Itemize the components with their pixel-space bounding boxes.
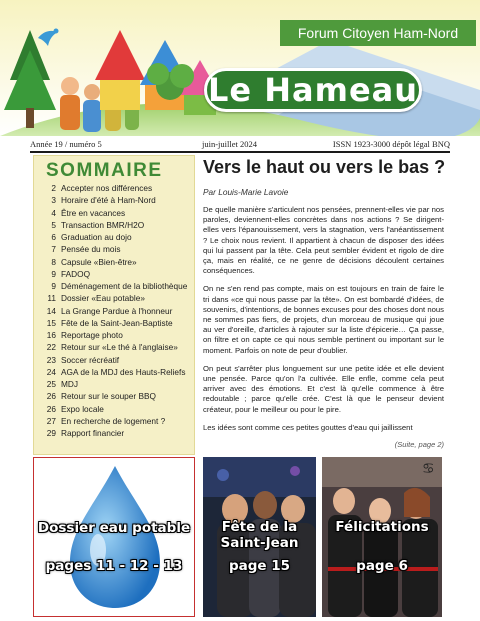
- issue-info-bar: [30, 139, 450, 151]
- panel-felicitations-page: page 6: [356, 558, 408, 574]
- toc-item[interactable]: [40, 194, 192, 206]
- article-paragraph: Les idées sont comme ces petites gouttes d'eau qui jaillissent: [203, 422, 413, 432]
- panel-eau-title: Dossier eau potable: [37, 520, 191, 536]
- toc-label: Expo locale: [61, 403, 104, 414]
- toc-item[interactable]: [40, 219, 192, 231]
- toc-label: Rapport financier: [61, 428, 125, 438]
- toc-label: Accepter nos différences: [61, 183, 153, 193]
- toc-item[interactable]: [40, 378, 192, 390]
- toc-item[interactable]: [40, 341, 192, 353]
- toc-item[interactable]: [40, 268, 192, 280]
- toc-page-number: 14: [46, 305, 56, 316]
- toc-page-number: 6: [51, 232, 56, 242]
- masthead: [0, 0, 480, 136]
- toc-page-number: 8: [51, 256, 56, 267]
- toc-item[interactable]: [40, 329, 192, 341]
- article-title: Vers le haut ou vers le bas ?: [203, 157, 446, 177]
- toc-item[interactable]: [40, 305, 192, 317]
- toc-label: Reportage photo: [61, 330, 123, 340]
- toc-page-number: 9: [51, 281, 56, 291]
- continued-note: (Suite, page 2): [394, 440, 444, 449]
- toc-page-number: 9: [51, 268, 56, 279]
- panel-eau-pages: pages 11 - 12 - 13: [45, 558, 183, 574]
- header-divider: [30, 151, 450, 153]
- toc-label: Capsule «Bien-être»: [61, 256, 137, 267]
- toc-label: Être en vacances: [61, 207, 126, 218]
- forum-banner: Forum Citoyen Ham-Nord: [280, 20, 476, 46]
- issue-number: Année 19 / numéro 5: [30, 139, 102, 149]
- toc-item[interactable]: [40, 243, 192, 255]
- toc-item[interactable]: [40, 280, 192, 292]
- toc-item[interactable]: [40, 256, 192, 268]
- toc-label: Dossier «Eau potable»: [61, 293, 145, 304]
- toc-label: Fête de la Saint-Jean-Baptiste: [61, 317, 173, 328]
- felicitations-photo: [322, 457, 442, 617]
- toc-item[interactable]: [40, 403, 192, 415]
- toc-item[interactable]: [40, 317, 192, 329]
- panel-fete-page: page 15: [228, 558, 291, 574]
- toc-item[interactable]: [40, 354, 192, 366]
- toc-label: Déménagement de la bibliothèque: [61, 281, 188, 291]
- toc-item[interactable]: [40, 415, 192, 427]
- toc-label: MDJ: [61, 379, 79, 389]
- panel-fete-title-2: Saint-Jean: [220, 535, 299, 551]
- toc-item[interactable]: [40, 427, 192, 439]
- toc-page-number: 26: [46, 403, 56, 414]
- toc-page-number: 23: [46, 354, 56, 365]
- water-drop-icon: [34, 458, 195, 617]
- toc-label: FADOQ: [61, 268, 91, 279]
- panel-felicitations-title: Félicitations: [335, 519, 429, 535]
- panel-felicitations[interactable]: [322, 457, 442, 617]
- toc-page-number: 22: [46, 342, 56, 353]
- lead-article: [203, 157, 446, 449]
- toc-page-number: 29: [46, 428, 56, 438]
- toc-page-number: 25: [46, 379, 56, 389]
- toc-page-number: 3: [51, 195, 56, 206]
- toc-list: [40, 182, 192, 439]
- toc-label: AGA de la MDJ des Hauts-Reliefs: [61, 366, 186, 377]
- toc-item[interactable]: [40, 292, 192, 304]
- toc-label: Retour sur le souper BBQ: [61, 391, 156, 402]
- toc-label: La Grange Pardue à l'honneur: [61, 305, 173, 316]
- toc-label: Graduation au dojo: [61, 232, 132, 242]
- newsletter-title: Le Hameau: [204, 68, 422, 112]
- toc-item[interactable]: [40, 182, 192, 194]
- toc-page-number: 27: [46, 415, 56, 426]
- svg-text:♋: ♋: [422, 461, 435, 477]
- table-of-contents: [33, 155, 195, 455]
- toc-page-number: 7: [51, 244, 56, 255]
- toc-label: Horaire d'été à Ham-Nord: [61, 195, 156, 206]
- issue-date: juin-juillet 2024: [202, 139, 258, 149]
- toc-item[interactable]: [40, 207, 192, 219]
- toc-item[interactable]: [40, 390, 192, 402]
- toc-label: Transaction BMR/H2O: [61, 219, 145, 230]
- toc-page-number: 26: [46, 391, 56, 402]
- toc-item[interactable]: [40, 231, 192, 243]
- panel-eau-potable[interactable]: [33, 457, 195, 617]
- article-paragraph: De quelle manière s'articulent nos pensées, prennent-elles vie par nos paroles, deviennent-elles concrètes dans nos actions ? Se dirigent-elles vers l'épanouissement, vers la stagnation, vers l'anéantissement ? Le choix nous revient. Il appartient à chacun de disposer des idées qui lui passent par la tête. Cela peut sembler évident et rigolo de dire ça, mais en réalité, ce ne genre de décisions découlent certaines conséquences.: [203, 205, 444, 276]
- panel-fete-title-1: Fête de la: [221, 519, 298, 535]
- toc-item[interactable]: [40, 366, 192, 378]
- panel-fete-saint-jean[interactable]: [203, 457, 316, 617]
- toc-page-number: 24: [46, 366, 56, 377]
- toc-page-number: 15: [46, 317, 56, 328]
- toc-label: En recherche de logement ?: [61, 415, 166, 426]
- article-byline: Par Louis-Marie Lavoie: [203, 187, 289, 197]
- article-paragraph: On peut s'arrêter plus longuement sur une petite idée et elle devient une pensée. Parce qu'on l'a cultivée. Elle enfle, comme cela peut arriver avec des émotions. Et c'est là qu'elle commence à être redoutable ; parce qu'elle crée. C'est là que le penseur devient créateur, pour le meilleur ou pour le pire.: [203, 363, 444, 414]
- issn-info: ISSN 1923-3000 dépôt légal BNQ: [332, 139, 450, 149]
- toc-label: Soccer récréatif: [61, 354, 120, 365]
- toc-label: Pensée du mois: [61, 244, 121, 255]
- toc-page-number: 5: [51, 219, 56, 230]
- toc-page-number: 16: [46, 330, 56, 340]
- toc-page-number: 4: [51, 207, 56, 218]
- toc-label: Retour sur «Le thé à l'anglaise»: [61, 342, 178, 353]
- article-paragraph: On ne s'en rend pas compte, mais on est toujours en train de faire le tri dans «ce qui nous passe par la tête». On est bombardé d'idées, de souvenirs, d'intentions, de bonnes excuses pour des choses dont nous ne sommes pas fiers, de projets, d'un morceau de musique qui joue au ver d'oreille, d'articles à rajouter sur la liste d'épicerie… Ça passe, on filtre et on capte ce qui nous semble pertinent ou important sur le moment. Parfois on note de peur d'oublier.: [203, 284, 444, 355]
- toc-title: SOMMAIRE: [46, 160, 163, 181]
- toc-page-number: 11: [47, 293, 56, 304]
- toc-page-number: 2: [51, 183, 56, 193]
